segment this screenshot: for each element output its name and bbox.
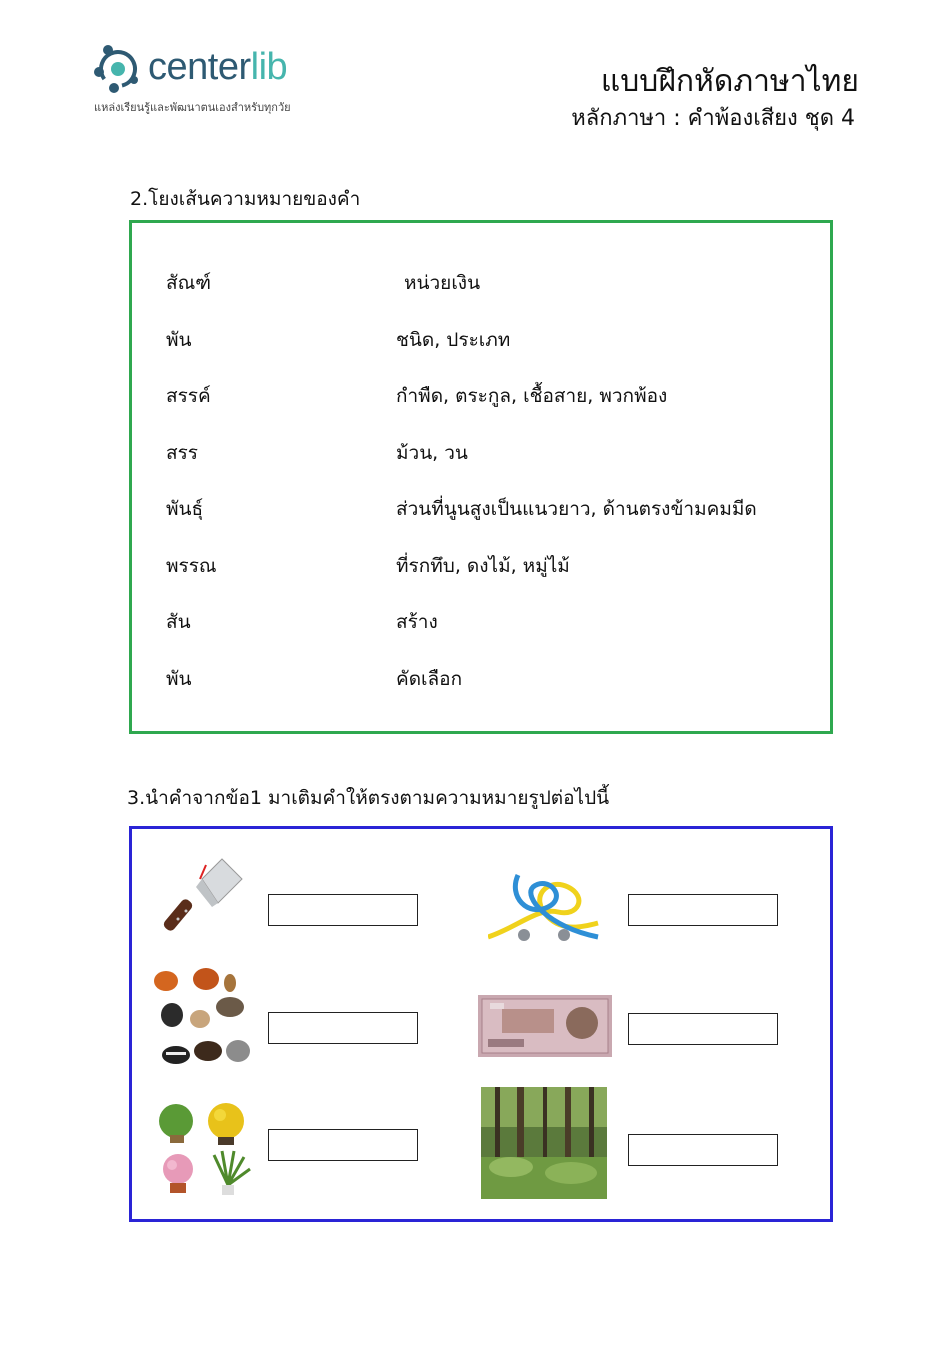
meaning-item: กำพืด, ตระกูล, เชื้อสาย, พวกพ้อง [396, 385, 668, 407]
word-item: สรร [166, 442, 199, 464]
banknote-picture [478, 995, 612, 1057]
matching-row [132, 438, 830, 478]
matching-row [132, 551, 830, 591]
answer-input[interactable] [628, 1013, 778, 1045]
word-item: พันธุ์ [166, 498, 204, 520]
molecule-logo-icon [92, 42, 148, 96]
matching-row [132, 607, 830, 647]
word-item: สัน [166, 611, 191, 633]
matching-row [132, 494, 830, 534]
matching-row [132, 664, 830, 704]
word-item: พรรณ [166, 555, 217, 577]
meaning-item: ที่รกทึบ, ดงไม้, หมู่ไม้ [396, 555, 570, 577]
meaning-item: ชนิด, ประเภท [396, 329, 511, 351]
tied-rope-picture [488, 867, 600, 947]
matching-row [132, 381, 830, 421]
meaning-item: ม้วน, วน [396, 442, 468, 464]
forest-picture [481, 1087, 607, 1199]
meaning-item: คัดเลือก [396, 668, 463, 690]
animals-picture [150, 963, 254, 1075]
answer-input[interactable] [268, 1129, 418, 1161]
worksheet-subtitle: หลักภาษา : คำพ้องเสียง ชุด 4 [571, 106, 855, 131]
section3-heading: 3.นำคำจากข้อ1 มาเติมคำให้ตรงตามความหมายรูปต่อไปนี้ [127, 787, 610, 809]
matching-row [132, 268, 830, 308]
answer-input[interactable] [628, 894, 778, 926]
plants-picture [152, 1101, 254, 1199]
word-item: สัณฑ์ [166, 272, 211, 294]
matching-box [129, 220, 833, 734]
logo-tagline: แหล่งเรียนรู้และพัฒนาตนเองสำหรับทุกวัย [94, 101, 291, 114]
word-item: พัน [166, 329, 192, 351]
worksheet-title: แบบฝึกหัดภาษาไทย [600, 64, 859, 99]
centerlib-logo [92, 40, 342, 120]
answer-input[interactable] [268, 1012, 418, 1044]
meaning-item: หน่วยเงิน [404, 272, 481, 294]
answer-input[interactable] [628, 1134, 778, 1166]
meaning-item: สร้าง [396, 611, 438, 633]
word-item: พัน [166, 668, 192, 690]
word-item: สรรค์ [166, 385, 211, 407]
logo-wordmark: centerlib [148, 46, 288, 88]
meaning-item: ส่วนที่นูนสูงเป็นแนวยาว, ด้านตรงข้ามคมมีด [396, 498, 757, 520]
matching-row [132, 325, 830, 365]
cleaver-knife-picture [162, 857, 244, 935]
picture-fill-box [129, 826, 833, 1222]
answer-input[interactable] [268, 894, 418, 926]
section2-heading: 2.โยงเส้นความหมายของคำ [130, 188, 361, 210]
